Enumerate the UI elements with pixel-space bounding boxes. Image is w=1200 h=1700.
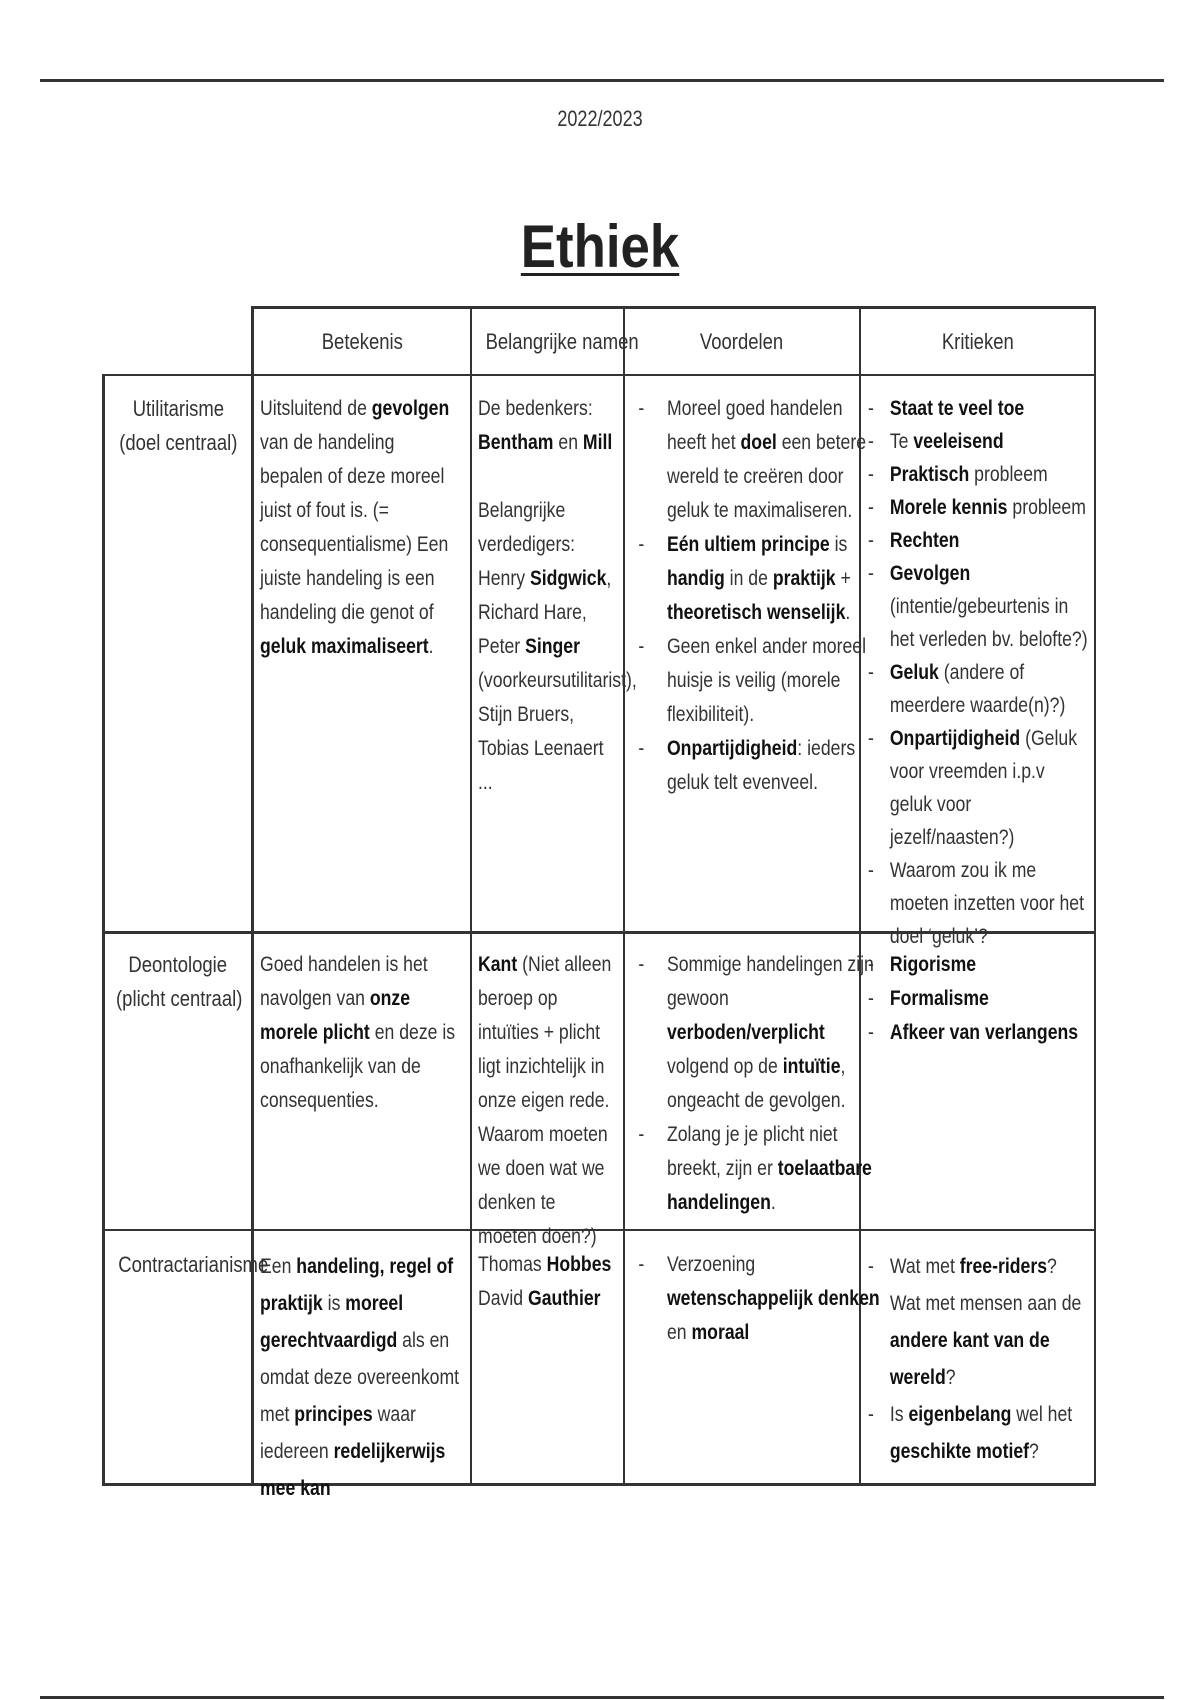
deontologie-kritieken [889, 948, 1132, 1050]
contractarianisme-namen: Thomas Hobbes David Gauthier [478, 1253, 612, 1310]
contractarianisme-kritieken [889, 1248, 1132, 1470]
utilitarisme-kritieken [889, 392, 1132, 953]
header-betekenis: Betekenis [321, 329, 403, 354]
list-item: - Te veeleisend [868, 425, 1090, 458]
deontologie-namen: Kant (Niet alleen beroep op intuïties + plicht ligt inzichtelijk in onze eigen rede. Waarom moeten we doen wat we denken te moeten doen?) [478, 953, 612, 1248]
list-item: - Formalisme [868, 982, 1090, 1016]
list-item: - Sommige handelingen zijn gewoon verboden/verplicht volgend op de intuïtie, ongeacht de gevolgen. [630, 948, 882, 1118]
utilitarisme-namen: De bedenkers: Bentham en Mill Belangrijke verdedigers: Henry Sidgwick, Richard Hare, Peter Singer (voorkeursutilitarist), Stijn Bruers, Tobias Leenaert ... [478, 397, 637, 794]
list-item: - Zolang je je plicht niet breekt, zijn er toelaatbare handelingen. [630, 1118, 882, 1220]
list-item: - Is eigenbelang wel het geschikte motief? [868, 1396, 1090, 1470]
row-label-contractarianisme: Contractarianisme [118, 1252, 269, 1277]
list-item: - Wat met free-riders? [868, 1248, 1090, 1285]
header-namen: Belangrijke namen [485, 329, 639, 354]
list-item: - Rechten [868, 524, 1090, 557]
school-year: 2022/2023 [557, 106, 643, 131]
list-item: - Eén ultiem principe is handig in de praktijk + theoretisch wenselijk. [630, 528, 882, 630]
page-title [0, 212, 1200, 281]
row-label-deontologie: Deontologie (plicht centraal) [116, 952, 243, 1011]
bottom-rule [40, 1696, 1164, 1699]
row-label-utilitarisme: Utilitarisme (doel centraal) [118, 396, 238, 455]
list-item: - Afkeer van verlangens [868, 1016, 1090, 1050]
list-item: - Gevolgen (intentie/gebeurtenis in het verleden bv. belofte?) [868, 557, 1090, 656]
list-item: - Waarom zou ik me moeten inzetten voor het doel ‘geluk’? [868, 854, 1090, 953]
contractarianisme-betekenis: Een handeling, regel of praktijk is moreel gerechtvaardigd als en omdat deze overeenkomt met principes waar iedereen redelijkerwijs mee kan [260, 1255, 460, 1500]
top-rule [40, 79, 1164, 82]
list-item: - Geen enkel ander moreel huisje is veilig (morele flexibiliteit). [630, 630, 882, 732]
header-voordelen: Voordelen [700, 329, 784, 354]
utilitarisme-betekenis: Uitsluitend de gevolgen van de handeling bepalen of deze moreel juist of fout is. (= consequentialisme) Een juiste handeling is een handeling die genot of geluk maximaliseert. [260, 397, 450, 658]
list-item: - Geluk (andere of meerdere waarde(n)?) [868, 656, 1090, 722]
list-item: - Wat met mensen aan de andere kant van de wereld? [868, 1285, 1090, 1396]
list-item: - Onpartijdigheid: ieders geluk telt evenveel. [630, 732, 882, 800]
deontologie-betekenis: Goed handelen is het navolgen van onze morele plicht en deze is onafhankelijk van de consequenties. [260, 953, 456, 1112]
list-item: - Staat te veel toe [868, 392, 1090, 425]
list-item: - Praktisch probleem [868, 458, 1090, 491]
title-text: Ethiek [520, 213, 680, 280]
list-item: - Onpartijdigheid (Geluk voor vreemden i.p.v geluk voor jezelf/naasten?) [868, 722, 1090, 854]
list-item: - Rigorisme [868, 948, 1090, 982]
grid-line [102, 374, 105, 1486]
list-item: - Morele kennis probleem [868, 491, 1090, 524]
grid-line [251, 306, 254, 1486]
list-item: - Moreel goed handelen heeft het doel een betere wereld te creëren door geluk te maximaliseren. [630, 392, 882, 528]
list-item: - Verzoening wetenschappelijk denken en moraal [630, 1248, 882, 1350]
header-kritieken: Kritieken [941, 329, 1014, 354]
